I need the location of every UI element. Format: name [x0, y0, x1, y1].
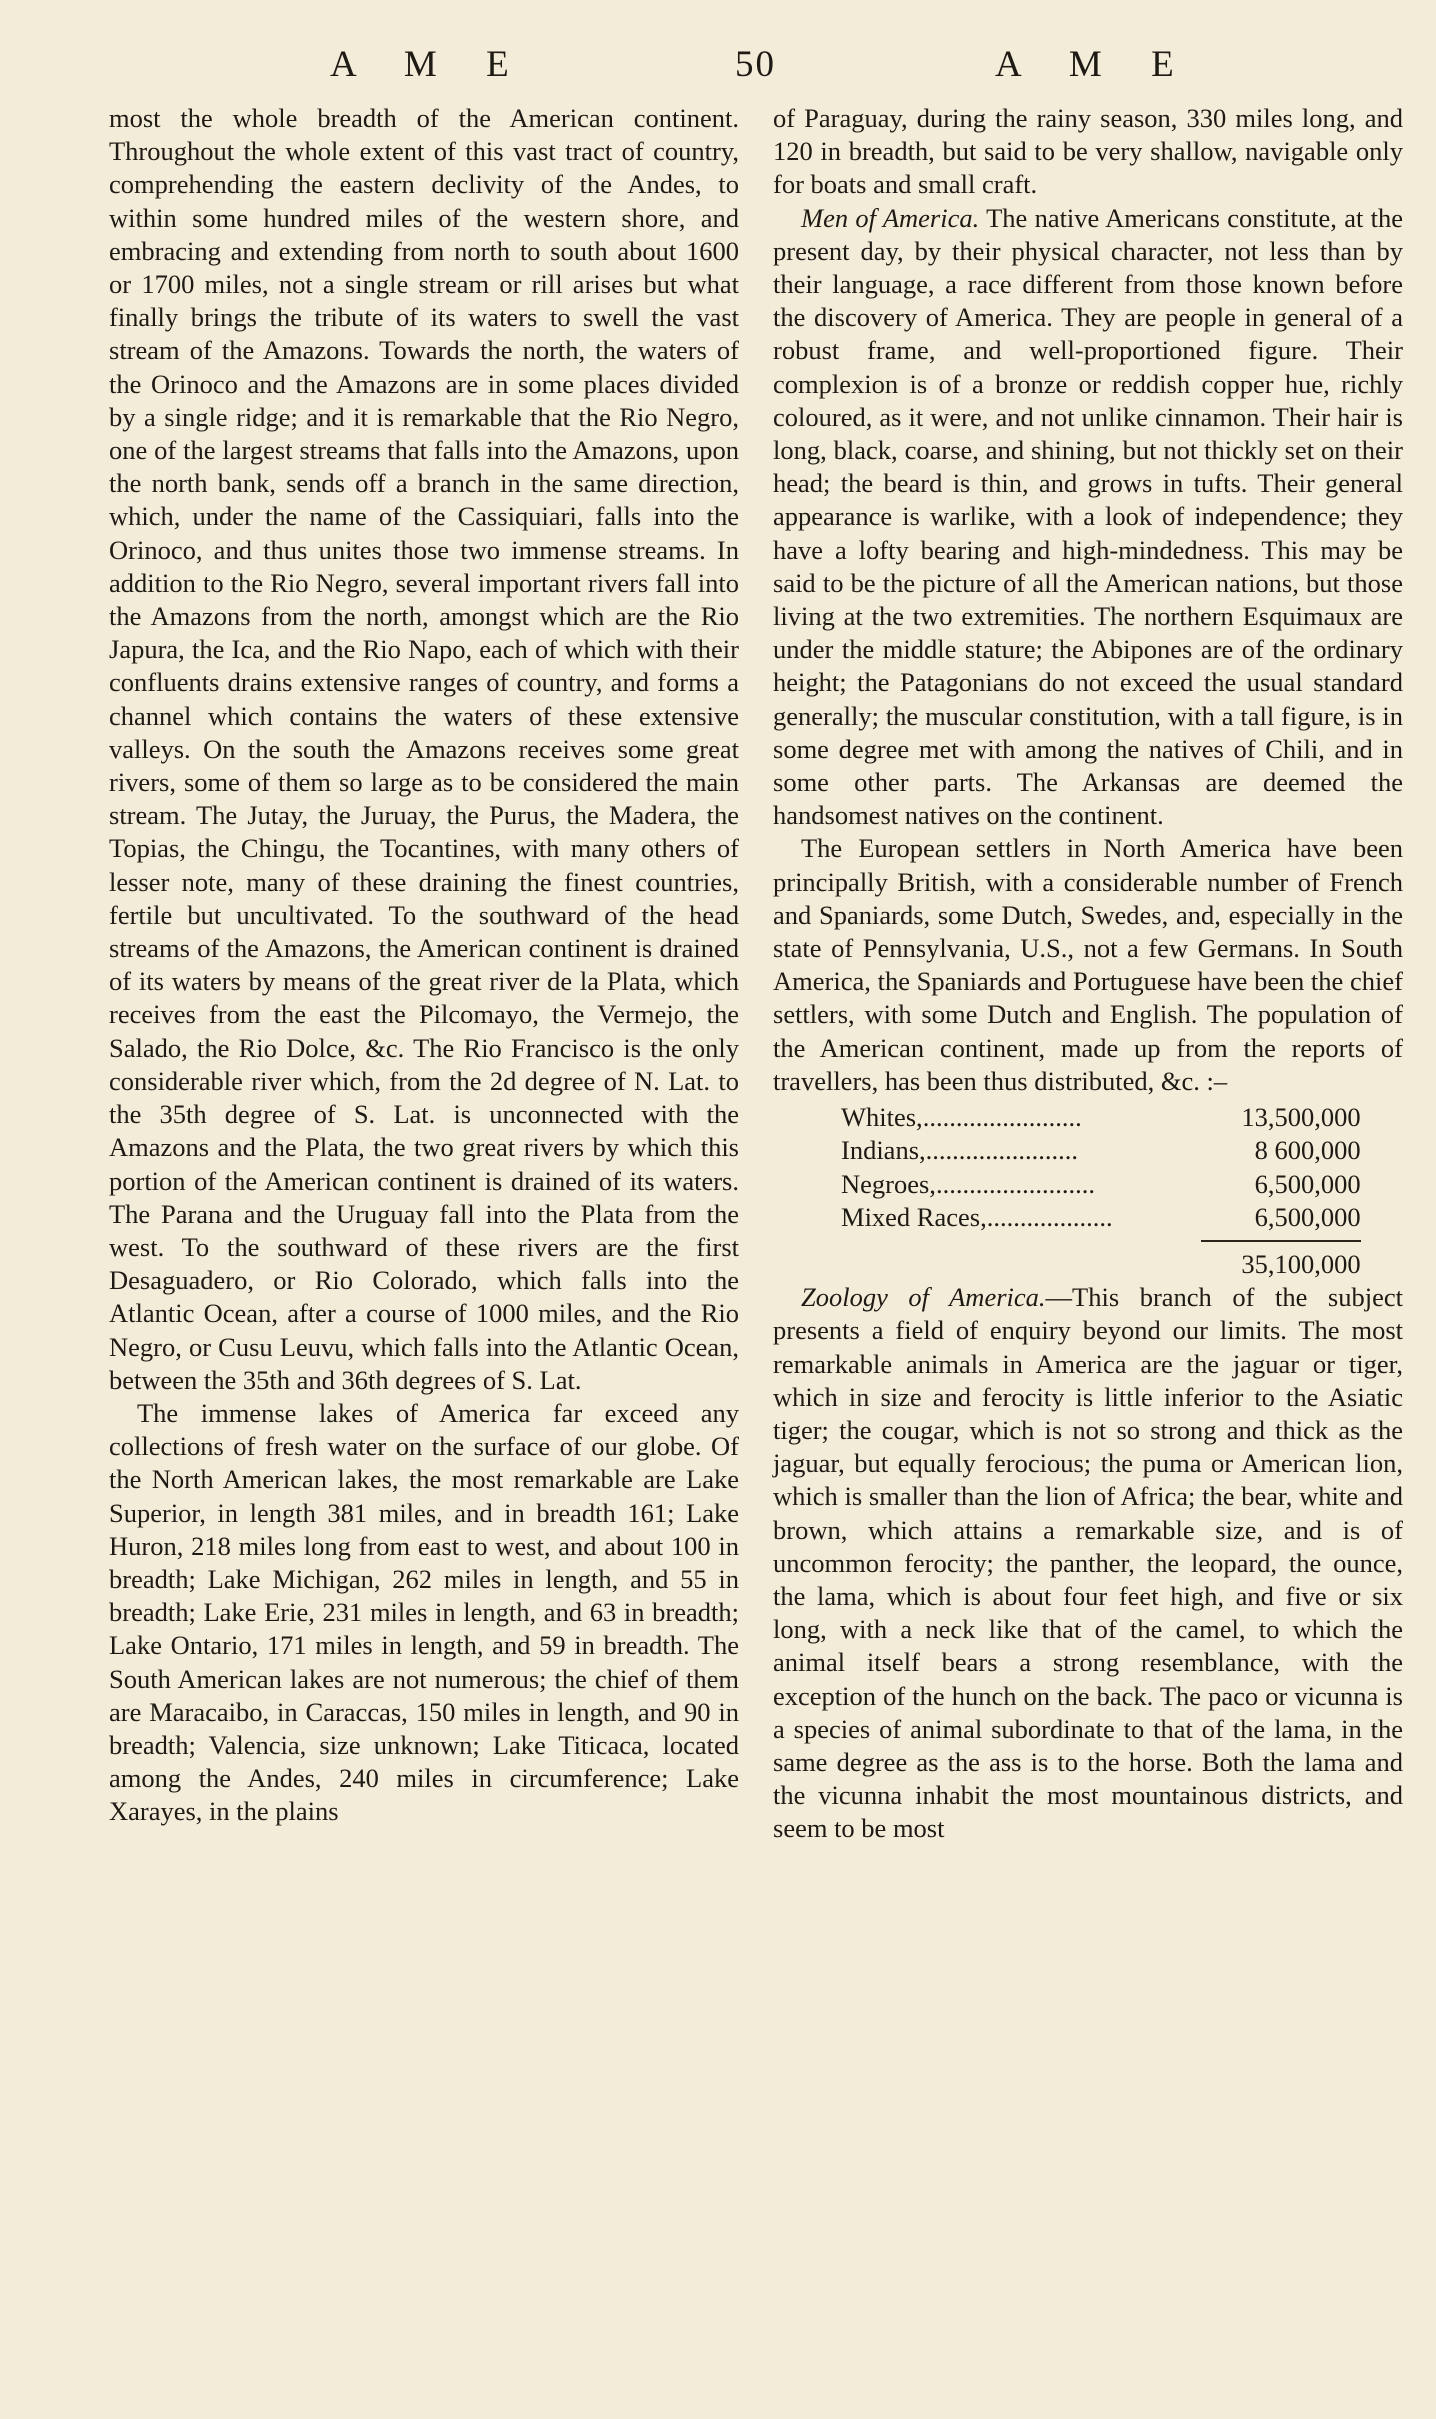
- total-rule-row: [841, 1234, 1361, 1248]
- population-row: [841, 1134, 1361, 1167]
- zoology-text: —This branch of the subject presents a field of enquiry beyond our limits. The most remarkable animals in America are the jaguar or tiger, which in size and ferocity is little inferior to the Asiatic tiger; the cougar, which is not so strong and thick as the jaguar, but equally ferocious; the puma or American lion, which is smaller than the lion of Africa; the bear, white and brown, which attains a remarkable size, and is of uncommon ferocity; the panther, the leopard, the ounce, the lama, which is about four feet high, and five or six long, with a neck like that of the camel, to which the animal itself bears a strong resemblance, with the exception of the hunch on the back. The paco or vicunna is a species of animal subordinate to that of the lama, in the same degree as the ass is to the horse. Both the lama and the vicunna inhabit the most mountainous districts, and seem to be most: [773, 1282, 1403, 1844]
- dot-leader: ...................: [986, 1201, 1113, 1232]
- lakes-paragraph: The immense lakes of America far exceed any collections of fresh water on the surface of our globe. Of the North American lakes, the most remarkable are Lake Superior, in length 381 miles, and in breadth 161; Lake Huron, 218 miles long from east to west, and about 100 in breadth; Lake Michigan, 262 miles in length, and 55 in breadth; Lake Erie, 231 miles in length, and 63 in breadth; Lake Ontario, 171 miles in length, and 59 in breadth. The South American lakes are not numerous; the chief of them are Maracaibo, in Caraccas, 150 miles in length, and 90 in breadth; Valencia, size unknown; Lake Titicaca, located among the Andes, 240 miles in circumference; Lake Xarayes, in the plains: [109, 1397, 739, 1827]
- population-row: [841, 1101, 1361, 1134]
- population-total-row: [841, 1248, 1361, 1281]
- zoology-paragraph: [773, 1281, 1403, 1845]
- paraguay-continuation: of Paraguay, during the rainy season, 330 miles long, and 120 in breadth, but said to be very shallow, navigable only for boats and small craft.: [773, 103, 1403, 200]
- men-of-america-paragraph: [773, 202, 1403, 833]
- settlers-paragraph: The European settlers in North America have been principally British, with a considerable number of French and Spaniards, some Dutch, Swedes, and, especially in the state of Pennsylvania, U.S., not a few Germans. In South America, the Spaniards and Portuguese have been the chief settlers, with some Dutch and English. The population of the American continent, made up from the reports of travellers, has been thus distributed, &c. :–: [773, 833, 1403, 1096]
- population-row: [841, 1201, 1361, 1234]
- left-column: [109, 102, 739, 1829]
- population-label: Indians,: [841, 1135, 926, 1166]
- population-total: 35,100,000: [1241, 1248, 1361, 1279]
- population-value: 6,500,000: [1254, 1201, 1361, 1232]
- population-label: Negroes,: [841, 1168, 936, 1199]
- header-left-catchword: A M E: [330, 44, 529, 85]
- dot-leader: ........................: [922, 1102, 1082, 1133]
- population-value: 6,500,000: [1254, 1168, 1361, 1199]
- sum-rule: [1201, 1240, 1361, 1242]
- zoology-heading: Zoology of America.: [801, 1282, 1046, 1313]
- page-number: 50: [735, 44, 776, 85]
- population-value: 13,500,000: [1241, 1102, 1361, 1133]
- population-label: Whites,: [841, 1102, 923, 1133]
- running-header: [0, 40, 1436, 90]
- population-row: [841, 1168, 1361, 1201]
- right-column: [773, 102, 1403, 1846]
- dot-leader: .......................: [925, 1135, 1079, 1166]
- men-of-america-text: The native Americans constitute, at the present day, by their physical character, not less than by their language, a race different from those known before the discovery of America. They are people in general of a robust frame, and well-proportioned figure. Their complexion is of a bronze or reddish copper hue, richly coloured, as it were, and not unlike cinnamon. Their hair is long, black, coarse, and shining, but not thickly set on their head; the beard is thin, and grows in tufts. Their general appearance is warlike, with a look of independence; they have a lofty bearing and high-mindedness. This may be said to be the picture of all the American nations, but those living at the two extremities. The northern Esquimaux are under the middle stature; the Abipones are of the ordinary height; the Patagonians do not exceed the usual standard generally; the muscular constitution, with a tall figure, is in some degree met with among the natives of Chili, and in some other parts. The Arkansas are deemed the handsomest natives on the continent.: [773, 202, 1403, 831]
- population-value: 8 600,000: [1254, 1135, 1361, 1166]
- population-table: [841, 1101, 1361, 1281]
- rivers-paragraph: most the whole breadth of the American continent. Throughout the whole extent of this vast tract of country, comprehending the eastern declivity of the Andes, to within some hundred miles of the western shore, and embracing and extending from north to south about 1600 or 1700 miles, not a single stream or rill arises but what finally brings the tribute of its waters to swell the vast stream of the Amazons. Towards the north, the waters of the Orinoco and the Amazons are in some places divided by a single ridge; and it is remarkable that the Rio Negro, one of the largest streams that falls into the Amazons, upon the north bank, sends off a branch in the same direction, which, under the name of the Cassiquiari, falls into the Orinoco, and thus unites those two immense streams. In addition to the Rio Negro, several important rivers fall into the Amazons from the north, amongst which are the Rio Japura, the Ica, and the Rio Napo, each of which with their confluents drains extensive ranges of country, and forms a channel which contains the waters of these extensive valleys. On the south the Amazons receives some great rivers, some of them so large as to be considered the main stream. The Jutay, the Juruay, the Purus, the Madera, the Topias, the Chingu, the Tocantines, with many others of lesser note, many of these draining the finest countries, fertile but uncultivated. To the southward of the head streams of the Amazons, the American continent is drained of its waters by means of the great river de la Plata, which receives from the east the Pilcomayo, the Vermejo, the Salado, the Rio Dolce, &c. The Rio Francisco is the only considerable river which, from the 2d degree of N. Lat. to the 35th degree of S. Lat. is unconnected with the Amazons and the Plata, the two great rivers by which this portion of the American continent is drained of its waters. The Parana and the Uruguay fall into the Plata from the west. To the southward of these rivers are the first Desaguadero, or Rio Colorado, which falls into the Atlantic Ocean, after a course of 1000 miles, and the Rio Negro, or Cusu Leuvu, which falls into the Atlantic Ocean, between the 35th and 36th degrees of S. Lat.: [109, 103, 739, 1395]
- header-right-catchword: A M E: [995, 44, 1194, 85]
- dot-leader: ........................: [935, 1168, 1095, 1199]
- men-of-america-heading: Men of America.: [801, 202, 980, 233]
- population-label: Mixed Races,: [841, 1201, 987, 1232]
